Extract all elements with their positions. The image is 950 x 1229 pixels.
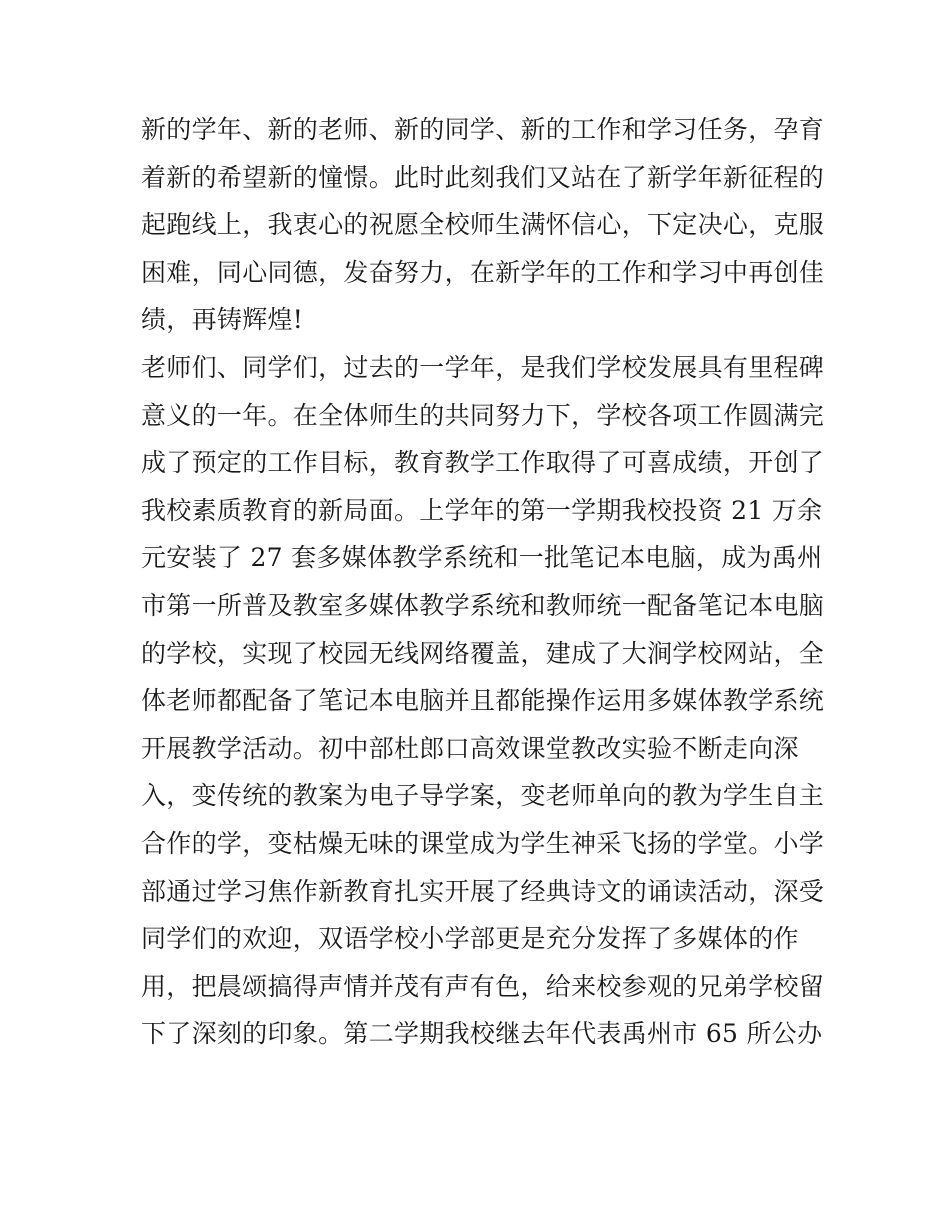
text-line: 开展教学活动。初中部杜郎口高效课堂教改实验不断走向深 [141, 733, 799, 763]
text-line: 下了深刻的印象。第二学期我校继去年代表禹州市 65 所公办 [141, 1019, 823, 1049]
body-text [141, 106, 825, 1058]
text-line: 绩，再铸辉煌! [141, 305, 304, 335]
text-line: 新的学年、新的老师、新的同学、新的工作和学习任务，孕育 [141, 115, 825, 144]
text-line: 体老师都配备了笔记本电脑并且都能操作运用多媒体教学系统 [141, 686, 825, 716]
text-line: 我校素质教育的新局面。上学年的第一学期我校投资 21 万余 [141, 495, 823, 525]
text-line: 着新的希望新的憧憬。此时此刻我们又站在了新学年新征程的 [141, 162, 825, 192]
text-line: 的学校，实现了校园无线网络覆盖，建成了大涧学校网站，全 [141, 638, 825, 668]
text-line: 入，变传统的教案为电子导学案，变老师单向的教为学生自主 [141, 781, 825, 811]
text-line: 意义的一年。在全体师生的共同努力下，学校各项工作圆满完 [141, 400, 825, 430]
text-line: 成了预定的工作目标，教育教学工作取得了可喜成绩，开创了 [141, 448, 825, 478]
text-line: 部通过学习焦作新教育扎实开展了经典诗文的诵读活动，深受 [141, 876, 825, 906]
text-line: 合作的学，变枯燥无味的课堂成为学生神采飞扬的学堂。小学 [141, 828, 825, 858]
text-line: 同学们的欢迎，双语学校小学部更是充分发挥了多媒体的作 [141, 924, 799, 954]
text-line: 市第一所普及教室多媒体教学系统和教师统一配备笔记本电脑 [141, 590, 825, 620]
text-line: 起跑线上，我衷心的祝愿全校师生满怀信心，下定决心，克服 [141, 210, 825, 240]
text-line: 元安装了 27 套多媒体教学系统和一批笔记本电脑，成为禹州 [141, 543, 823, 573]
text-line: 用，把晨颂搞得声情并茂有声有色，给来校参观的兄弟学校留 [141, 971, 825, 1001]
text-line: 老师们、同学们，过去的一学年，是我们学校发展具有里程碑 [141, 352, 825, 382]
text-line: 困难，同心同德，发奋努力，在新学年的工作和学习中再创佳 [141, 257, 825, 287]
